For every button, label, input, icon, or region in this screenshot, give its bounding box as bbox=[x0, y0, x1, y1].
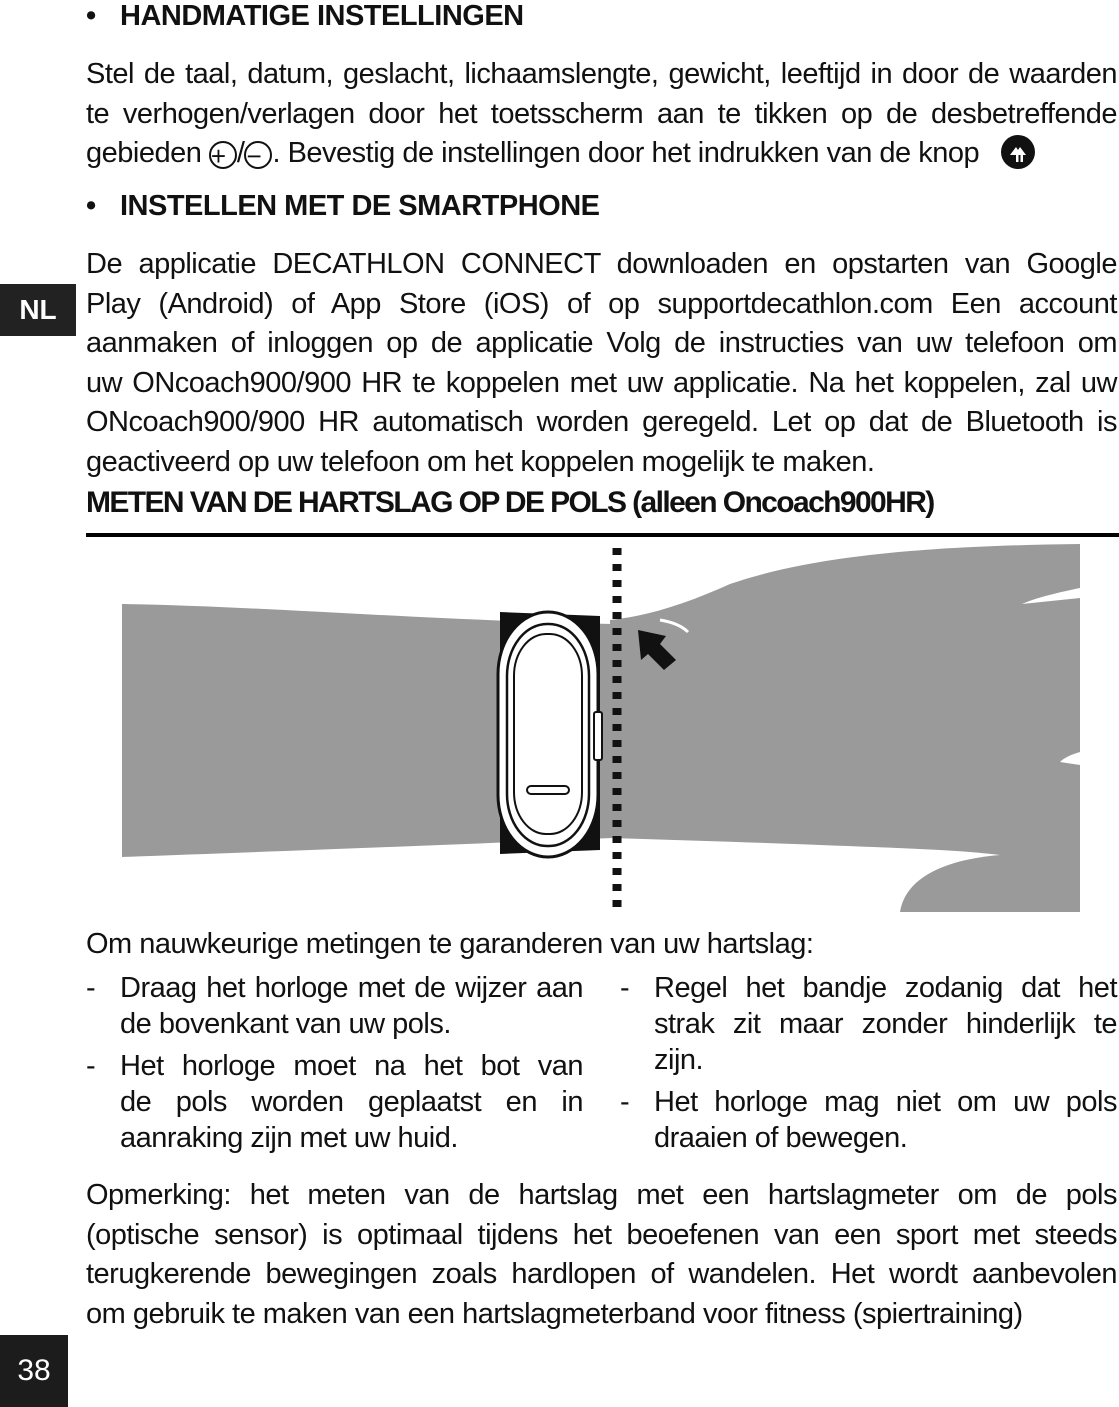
paragraph-line: te verhogen/verlagen door het toetsscherm aan te tikken op de desbetreffende bbox=[86, 97, 1117, 130]
list-item-line: Het horloge mag niet om uw pols bbox=[654, 1086, 1117, 1118]
list-item-line: de bovenkant van uw pols. bbox=[120, 1008, 451, 1040]
paragraph-line: ONcoach900/900 HR automatisch worden geregeld. Let op dat de Bluetooth is bbox=[86, 406, 1117, 438]
list-item-line: strak zit maar zonder hinderlijk te bbox=[654, 1008, 1117, 1040]
heart-rate-intro bbox=[86, 925, 1117, 965]
paragraph-line: Stel de taal, datum, geslacht, lichaamslengte, gewicht, leeftijd in door de waarden bbox=[86, 58, 1117, 90]
paragraph-line: (optische sensor) is optimaal tijdens het beoefenen van een sport met steeds bbox=[86, 1218, 1117, 1251]
list-item-line: de pols worden geplaatst en in bbox=[120, 1086, 583, 1118]
list-item bbox=[86, 970, 583, 1042]
intro-text: Om nauwkeurige metingen te garanderen van uw hartslag: bbox=[86, 928, 814, 960]
bullet: • bbox=[86, 190, 96, 222]
smartphone-paragraph bbox=[86, 245, 1117, 482]
divider bbox=[86, 533, 1119, 537]
paragraph-line: geactiveerd op uw telefoon om het koppelen mogelijk te maken. bbox=[86, 445, 875, 478]
paragraph-line: Opmerking: het meten van de hartslag met een hartslagmeter om de pols bbox=[86, 1179, 1117, 1211]
line-end-text: . Bevestig de instellingen door het indrukken van de knop bbox=[272, 137, 980, 169]
hand-shape bbox=[610, 544, 1080, 912]
list-item-line: aanraking zijn met uw huid. bbox=[120, 1122, 458, 1154]
dash: - bbox=[620, 1086, 630, 1118]
paragraph-line: om gebruik te maken van een hartslagmeterband voor fitness (spiertraining) bbox=[86, 1297, 1023, 1330]
paragraph-line bbox=[86, 134, 1117, 174]
list-item bbox=[620, 970, 1117, 1078]
paragraph-line: aanmaken of inloggen op de applicatie Volg de instructies van uw telefoon om bbox=[86, 327, 1117, 359]
paragraph-line: Play (Android) of App Store (iOS) of op supportdecathlon.com Een account bbox=[86, 287, 1117, 320]
section-heading-manual-settings bbox=[86, 0, 524, 33]
slash-text: / bbox=[236, 137, 245, 169]
page-number: 38 bbox=[0, 1335, 68, 1407]
tips-list-right bbox=[620, 970, 1117, 1162]
list-item bbox=[620, 1084, 1117, 1156]
language-tab: NL bbox=[0, 284, 76, 336]
list-item-line: draaien of bewegen. bbox=[654, 1122, 908, 1154]
dash: - bbox=[86, 972, 96, 1004]
list-item-line: Draag het horloge met de wijzer aan bbox=[120, 972, 583, 1004]
tips-list-left bbox=[86, 970, 583, 1162]
dash: - bbox=[620, 972, 630, 1004]
list-item bbox=[86, 1048, 583, 1156]
list-item-line: Regel het bandje zodanig dat het bbox=[654, 972, 1117, 1004]
wrist-watch-illustration bbox=[0, 540, 1119, 915]
plus-icon: + bbox=[209, 141, 237, 169]
section-heading-smartphone bbox=[86, 190, 600, 223]
note-paragraph bbox=[86, 1176, 1117, 1334]
watch-button bbox=[594, 712, 602, 760]
bullet: • bbox=[86, 0, 96, 32]
heart-rate-section-title: METEN VAN DE HARTSLAG OP DE POLS (alleen Oncoach900HR) bbox=[86, 486, 934, 519]
heading-text: INSTELLEN MET DE SMARTPHONE bbox=[120, 190, 600, 222]
manual-settings-paragraph bbox=[86, 55, 1117, 174]
line-start-text: gebieden bbox=[86, 137, 202, 169]
minus-icon: − bbox=[244, 141, 272, 169]
watch-button-icon bbox=[1001, 135, 1035, 169]
paragraph-line: uw ONcoach900/900 HR te koppelen met uw applicatie. Na het koppelen, zal uw bbox=[86, 366, 1117, 399]
paragraph-line: De applicatie DECATHLON CONNECT downloaden en opstarten van Google bbox=[86, 248, 1117, 280]
list-item-line: Het horloge moet na het bot van bbox=[120, 1050, 583, 1082]
dash: - bbox=[86, 1050, 96, 1082]
heading-text: HANDMATIGE INSTELLINGEN bbox=[120, 0, 524, 32]
list-item-line: zijn. bbox=[654, 1044, 704, 1076]
paragraph-line: terugkerende bewegingen zoals hardlopen of wandelen. Het wordt aanbevolen bbox=[86, 1258, 1117, 1290]
